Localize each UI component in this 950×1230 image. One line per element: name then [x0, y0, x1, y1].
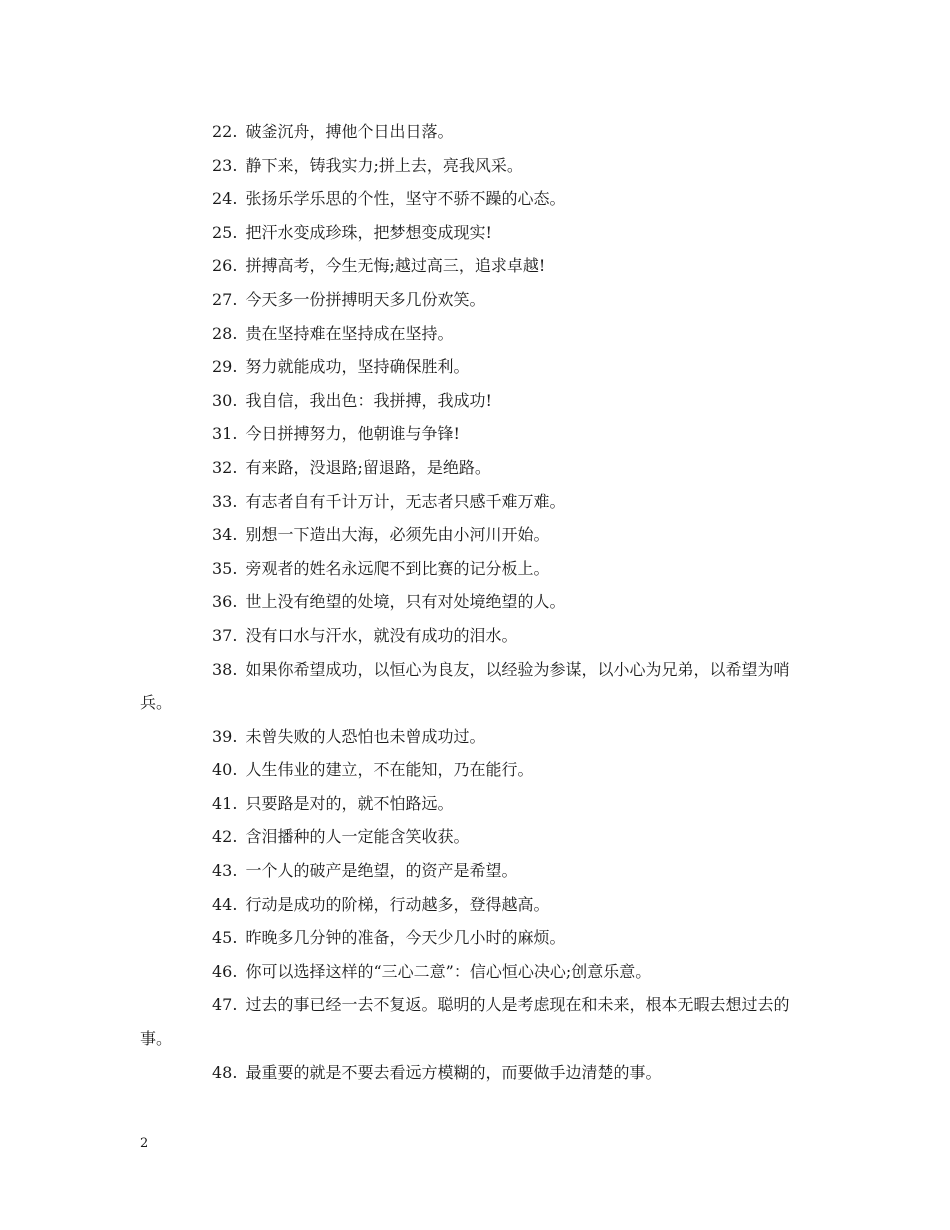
- item-number: 37.: [212, 625, 238, 645]
- item-number: 24.: [212, 189, 238, 209]
- item-text: 努力就能成功，坚持确保胜利。: [245, 357, 470, 377]
- list-item: [140, 249, 815, 283]
- list-item: [140, 988, 815, 1055]
- item-number: 25.: [212, 222, 238, 242]
- item-number: 33.: [212, 491, 238, 511]
- list-item: [140, 115, 815, 149]
- item-text: 只要路是对的，就不怕路远。: [245, 793, 454, 813]
- list-item: [140, 384, 815, 418]
- item-number: 35.: [212, 558, 238, 578]
- list-item: [140, 619, 815, 653]
- list-item: [140, 485, 815, 519]
- page-number: 2: [140, 1136, 149, 1151]
- item-number: 30.: [212, 390, 238, 410]
- item-text: 旁观者的姓名永远爬不到比赛的记分板上。: [245, 558, 550, 578]
- item-number: 23.: [212, 155, 238, 175]
- item-text: 没有口水与汗水，就没有成功的泪水。: [245, 625, 518, 645]
- item-number: 36.: [212, 592, 238, 612]
- list-item: [140, 585, 815, 619]
- item-text: 如果你希望成功，以恒心为良友，以经验为参谋，以小心为兄弟，以希望为哨兵。: [140, 659, 790, 713]
- item-text: 我自信，我出色：我拼搏，我成功!: [245, 390, 492, 410]
- list-item: [140, 317, 815, 351]
- item-text: 贵在坚持难在坚持成在坚持。: [245, 323, 454, 343]
- list-item: [140, 350, 815, 384]
- list-item: [140, 552, 815, 586]
- item-number: 22.: [212, 122, 238, 141]
- item-text: 世上没有绝望的处境，只有对处境绝望的人。: [245, 592, 566, 612]
- item-text: 你可以选择这样的“三心二意”：信心恒心决心;创意乐意。: [245, 961, 652, 981]
- list-item: [140, 653, 815, 720]
- item-text: 过去的事已经一去不复返。聪明的人是考虑现在和未来，根本无暇去想过去的事。: [140, 995, 790, 1049]
- item-number: 27.: [212, 289, 238, 309]
- item-text: 含泪播种的人一定能含笑收获。: [245, 827, 470, 847]
- list-item: [140, 720, 815, 754]
- list-item: [140, 1056, 815, 1090]
- item-number: 44.: [212, 894, 238, 914]
- item-number: 32.: [212, 457, 238, 477]
- list-item: [140, 216, 815, 250]
- item-text: 有志者自有千计万计，无志者只感千难万难。: [245, 491, 566, 511]
- item-number: 42.: [212, 827, 238, 847]
- item-text: 静下来，铸我实力;拼上去，亮我风采。: [245, 155, 523, 175]
- list-item: [140, 888, 815, 922]
- item-text: 有来路，没退路;留退路，是绝路。: [245, 457, 491, 477]
- item-text: 拼搏高考，今生无悔;越过高三，追求卓越!: [245, 256, 546, 276]
- item-text: 把汗水变成珍珠，把梦想变成现实!: [245, 222, 492, 242]
- list-item: [140, 753, 815, 787]
- item-number: 26.: [212, 256, 238, 276]
- list-item: [140, 820, 815, 854]
- quote-list: [140, 115, 815, 1089]
- list-item: [140, 518, 815, 552]
- item-text: 今日拼搏努力，他朝谁与争锋!: [245, 424, 460, 444]
- item-number: 45.: [212, 928, 238, 948]
- item-number: 41.: [212, 793, 238, 813]
- list-item: [140, 955, 815, 989]
- list-item: [140, 451, 815, 485]
- item-text: 一个人的破产是绝望，的资产是希望。: [245, 861, 518, 881]
- item-number: 46.: [212, 961, 238, 981]
- item-text: 未曾失败的人恐怕也未曾成功过。: [245, 726, 486, 746]
- item-number: 43.: [212, 861, 238, 881]
- item-number: 28.: [212, 323, 238, 343]
- item-text: 昨晚多几分钟的准备，今天少几小时的麻烦。: [245, 928, 566, 948]
- item-number: 38.: [212, 659, 238, 679]
- list-item: [140, 854, 815, 888]
- item-number: 39.: [212, 726, 238, 746]
- item-text: 今天多一份拼搏明天多几份欢笑。: [245, 289, 486, 309]
- item-text: 人生伟业的建立，不在能知，乃在能行。: [245, 760, 534, 780]
- list-item: [140, 149, 815, 183]
- list-item: [140, 283, 815, 317]
- list-item: [140, 921, 815, 955]
- item-number: 48.: [212, 1062, 238, 1082]
- item-text: 行动是成功的阶梯，行动越多，登得越高。: [245, 894, 550, 914]
- list-item: [140, 417, 815, 451]
- item-text: 破釜沉舟，搏他个日出日落。: [245, 122, 454, 141]
- item-number: 40.: [212, 760, 238, 780]
- list-item: [140, 182, 815, 216]
- item-text: 最重要的就是不要去看远方模糊的，而要做手边清楚的事。: [245, 1062, 662, 1082]
- item-number: 47.: [212, 995, 238, 1015]
- item-text: 别想一下造出大海，必须先由小河川开始。: [245, 525, 550, 545]
- item-number: 29.: [212, 357, 238, 377]
- item-text: 张扬乐学乐思的个性，坚守不骄不躁的心态。: [245, 189, 566, 209]
- item-number: 34.: [212, 525, 238, 545]
- item-number: 31.: [212, 424, 238, 444]
- list-item: [140, 787, 815, 821]
